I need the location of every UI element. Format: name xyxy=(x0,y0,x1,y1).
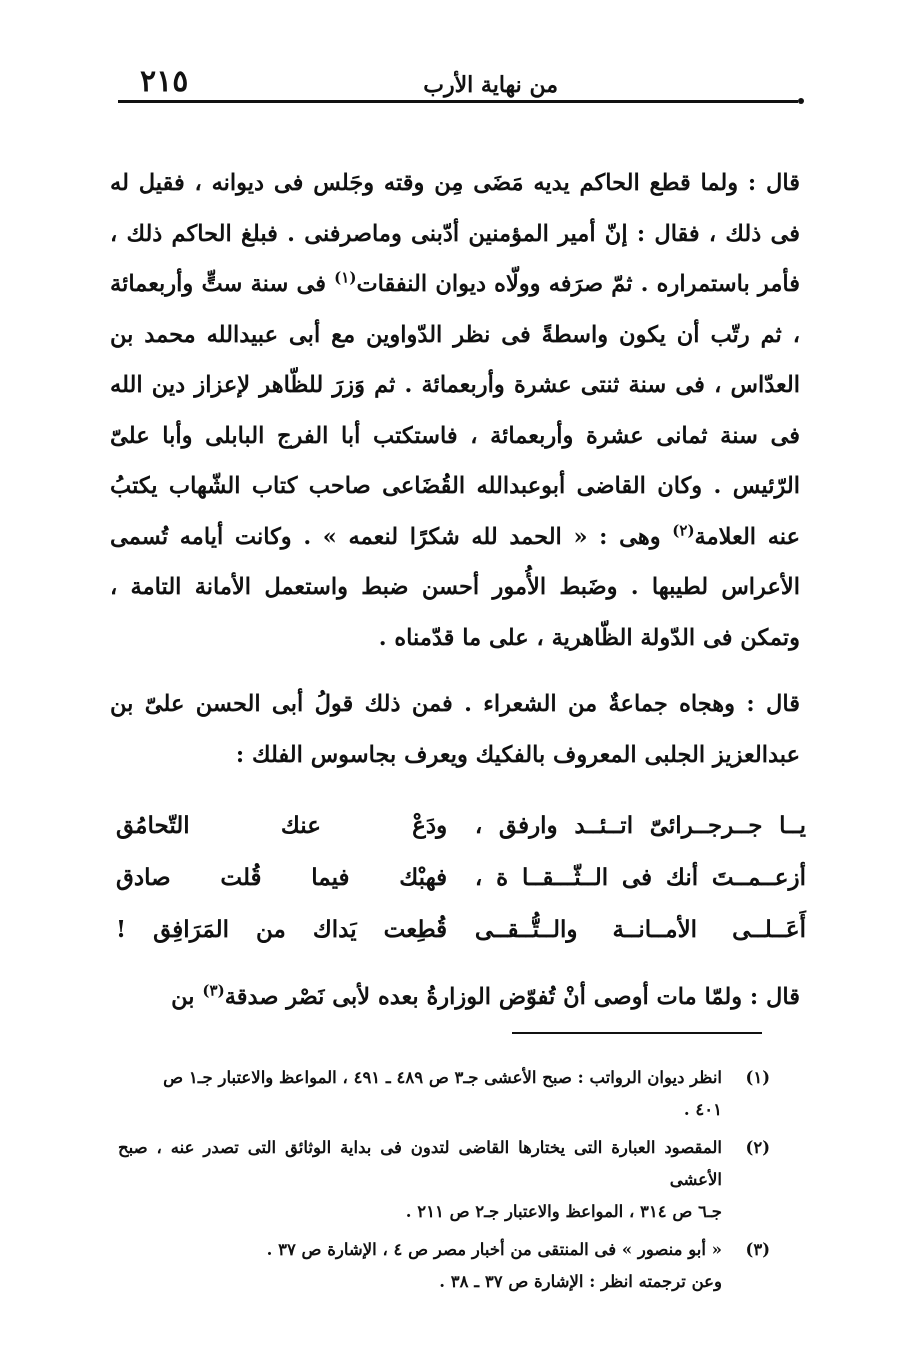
verse-first-hemistich: يــا جــرجــرائىّ اتــئــد وارفق ، xyxy=(474,812,806,839)
footnote-ref-1: (١) xyxy=(334,268,357,287)
text-line: عبدالعزيز الجلبى المعروف بالفكيك ويعرف بجاسوس الفلك : xyxy=(235,741,800,768)
verse-line xyxy=(116,904,806,956)
paragraph-1 xyxy=(110,158,800,663)
text-line: فى ذلك ، فقال : إنّ أمير المؤمنين أدّبنى وماصرفنى . فبلغ الحاكم ذلك ، xyxy=(110,220,800,247)
footnote-mark: (٢) xyxy=(745,1138,770,1157)
footnote-text: المقصود العبارة التى يختارها القاضى لتدون فى بداية الوثائق التى تصدر عنه ، صبح الأعشى xyxy=(118,1138,722,1189)
footnote-mark: (٣) xyxy=(745,1240,770,1259)
text-line: الدّولة الظّاهرية ، على ما قدّمناه . xyxy=(378,624,696,651)
text-line: وهى : « الحمد لله شكرًا لنعمه » . وكانت أيامه تُسمى الأعراس xyxy=(110,523,800,600)
text-line: العلامة xyxy=(694,523,757,550)
page-header xyxy=(118,60,798,104)
verse-second-hemistich: قُطِعت يَداك من المَرَافِق ! xyxy=(116,916,448,943)
text-line: ثم رتّب أن يكون واسطةً فى نظر الدّواوين مع أبى عبيدالله محمد بن xyxy=(110,321,782,348)
page-number: ٢١٥ xyxy=(140,64,189,99)
verse-line xyxy=(116,852,806,904)
footnote-text: انظر ديوان الرواتب : صبح الأعشى جـ٣ ص ٤٨٩ ـ ٤٩١ ، المواعظ والاعتبار جـ١ ص xyxy=(163,1068,722,1087)
text-line: وكان القاضى أبوعبدالله القُضَاعى صاحب كتاب الشّهاب يكتبُ عنه xyxy=(110,473,800,550)
main-text xyxy=(110,158,800,780)
text-line: فأمر باستمراره . ثمّ صرَفه وولّاه ديوان النفقات xyxy=(356,271,801,297)
header-rule xyxy=(118,100,798,103)
text-line: العدّاس ، فى سنة ثنتى عشرة وأربعمائة . ثم وَزرَ للظّاهر لإعزاز دين الله فى xyxy=(110,372,800,449)
verse-second-hemistich: فهبْك فيما قُلت صادق xyxy=(116,864,448,891)
footnote-ref-3: (٣) xyxy=(202,981,225,1000)
text-line: قال : ولما قطع الحاكم يديه مَضَى مِن وقته وجَلس فى ديوانه ، فقيل له xyxy=(110,170,800,196)
footnote-1 xyxy=(118,1062,770,1126)
footnote-mark: (١) xyxy=(745,1068,770,1087)
footnote-separator xyxy=(512,1032,762,1034)
poem-verses xyxy=(116,800,806,956)
text-line: سنة ثمانى عشرة وأربعمائة ، فاستكتب أبا الفرج البابلى وأبا علىّ الرّئيس . xyxy=(110,422,800,499)
footnote-text: جـ٦ ص ٣١٤ ، المواعظ والاعتبار جـ٢ ص ٢١١ . xyxy=(405,1202,722,1221)
running-title: من نهاية الأرب xyxy=(423,72,558,98)
text-line: فى سنة ستٍّ وأربعمائة ، xyxy=(110,271,800,348)
text-line: لطيبها . وضَبط الأُمور أحسن ضبط واستعمل الأمانة التامة ، وتمكن فى xyxy=(110,574,800,651)
verse-first-hemistich: أَعَــلــى الأمــانــة والــتُّــقــى xyxy=(474,916,806,943)
verse-first-hemistich: أزعــمــتَ أنك فى الــثّـــقــا ة ، xyxy=(474,864,806,891)
footnote-text: وعن ترجمته انظر : الإشارة ص ٣٧ ـ ٣٨ . xyxy=(439,1272,722,1291)
text-line: قال : وهجاه جماعةٌ من الشعراء . فمن ذلك قولُ أبى الحسن علىّ بن xyxy=(110,691,800,717)
footnote-3 xyxy=(118,1234,770,1298)
footnote-2 xyxy=(118,1132,770,1228)
text-line: قال : ولمّا مات أوصى أنْ تُفوّض الوزارةُ بعده لأبى نَصْر صدقة xyxy=(224,984,800,1010)
verse-line xyxy=(116,800,806,852)
footnote-ref-2: (٢) xyxy=(672,521,695,539)
text-line: بن xyxy=(171,984,203,1010)
paragraph-2 xyxy=(110,679,800,780)
verse-second-hemistich: ودَعْ عنك التّحامُق xyxy=(116,812,448,839)
footnotes xyxy=(118,1062,770,1304)
paragraph-3 xyxy=(110,972,800,1022)
footnote-text: « أبو منصور » فى المنتقى من أخبار مصر ص ٤ ، الإشارة ص ٣٧ . xyxy=(266,1240,722,1259)
footnote-text: ٤٠١ . xyxy=(683,1100,722,1119)
